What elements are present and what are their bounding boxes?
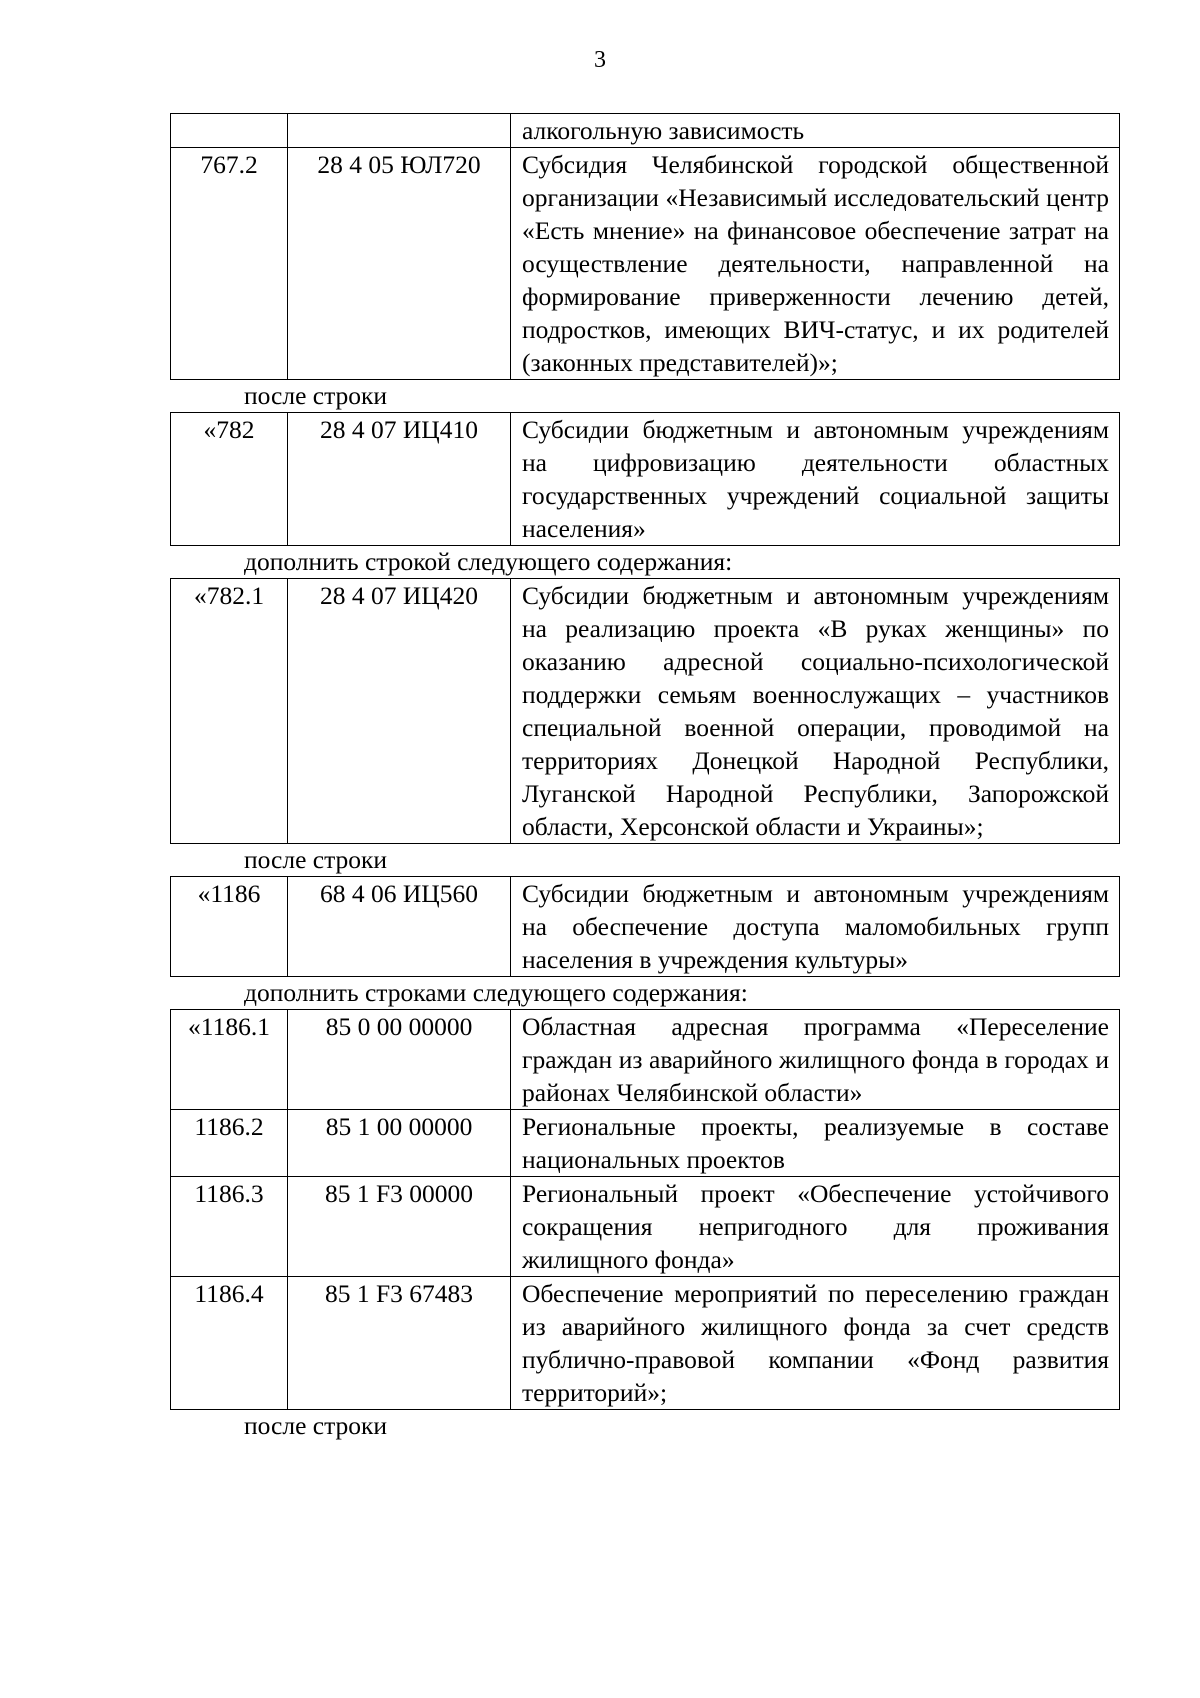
table-row <box>171 413 1120 546</box>
table-row <box>171 1110 1120 1177</box>
budget-code-cell: 28 4 07 ИЦ410 <box>288 413 511 546</box>
description-cell: алкогольную зависимость <box>511 114 1120 148</box>
connector-text: после строки <box>244 845 388 874</box>
table-row <box>171 1010 1120 1110</box>
description-cell: Обеспечение мероприятий по переселению граждан из аварийного жилищного фонда за счет средств публично-правовой компании «Фонд развития территорий»; <box>511 1277 1120 1410</box>
classification-table <box>170 412 1120 546</box>
document-body <box>170 113 1120 1442</box>
table-row <box>171 579 1120 844</box>
description-cell: Региональный проект «Обеспечение устойчивого сокращения непригодного для проживания жилищного фонда» <box>511 1177 1120 1277</box>
row-number-cell: «782.1 <box>171 579 288 844</box>
description-cell: Субсидия Челябинской городской общественной организации «Независимый исследовательский центр «Есть мнение» на финансовое обеспечение затрат на осуществление деятельности, направленной на формирование приверженности лечению детей, подростков, имеющих ВИЧ-статус, и их родителей (законных представителей)»; <box>511 148 1120 380</box>
budget-code-cell: 85 0 00 00000 <box>288 1010 511 1110</box>
row-number-cell: 1186.3 <box>171 1177 288 1277</box>
row-number-cell: «782 <box>171 413 288 546</box>
classification-table <box>170 876 1120 977</box>
budget-code-cell: 85 1 00 00000 <box>288 1110 511 1177</box>
budget-code-cell: 28 4 07 ИЦ420 <box>288 579 511 844</box>
budget-code-cell: 68 4 06 ИЦ560 <box>288 877 511 977</box>
description-cell: Субсидии бюджетным и автономным учреждениям на цифровизацию деятельности областных государственных учреждений социальной защиты населения» <box>511 413 1120 546</box>
budget-code-cell <box>288 114 511 148</box>
table-row <box>171 877 1120 977</box>
connector-text: дополнить строкой следующего содержания: <box>244 547 733 576</box>
table-row <box>171 114 1120 148</box>
description-cell: Региональные проекты, реализуемые в составе национальных проектов <box>511 1110 1120 1177</box>
description-cell: Субсидии бюджетным и автономным учреждениям на обеспечение доступа маломобильных групп населения в учреждения культуры» <box>511 877 1120 977</box>
row-number-cell <box>171 114 288 148</box>
row-number-cell: 1186.4 <box>171 1277 288 1410</box>
row-number-cell: «1186.1 <box>171 1010 288 1110</box>
description-cell: Областная адресная программа «Переселение граждан из аварийного жилищного фонда в городах и районах Челябинской области» <box>511 1010 1120 1110</box>
classification-table <box>170 1009 1120 1410</box>
connector-text: после строки <box>244 381 388 410</box>
description-cell: Субсидии бюджетным и автономным учреждениям на реализацию проекта «В руках женщины» по оказанию адресной социально-психологической поддержки семьям военнослужащих – участников специальной военной операции, проводимой на территориях Донецкой Народной Республики, Луганской Народной Республики, Запорожской области, Херсонской области и Украины»; <box>511 579 1120 844</box>
classification-table <box>170 113 1120 380</box>
table-row <box>171 1177 1120 1277</box>
row-number-cell: «1186 <box>171 877 288 977</box>
table-row <box>171 1277 1120 1410</box>
table-row <box>171 148 1120 380</box>
budget-code-cell: 85 1 F3 00000 <box>288 1177 511 1277</box>
row-number-cell: 767.2 <box>171 148 288 380</box>
connector-text: после строки <box>244 1411 388 1440</box>
budget-code-cell: 28 4 05 ЮЛ720 <box>288 148 511 380</box>
budget-code-cell: 85 1 F3 67483 <box>288 1277 511 1410</box>
connector-text: дополнить строками следующего содержания: <box>244 978 748 1007</box>
page-number: 3 <box>594 47 606 73</box>
classification-table <box>170 578 1120 844</box>
row-number-cell: 1186.2 <box>171 1110 288 1177</box>
